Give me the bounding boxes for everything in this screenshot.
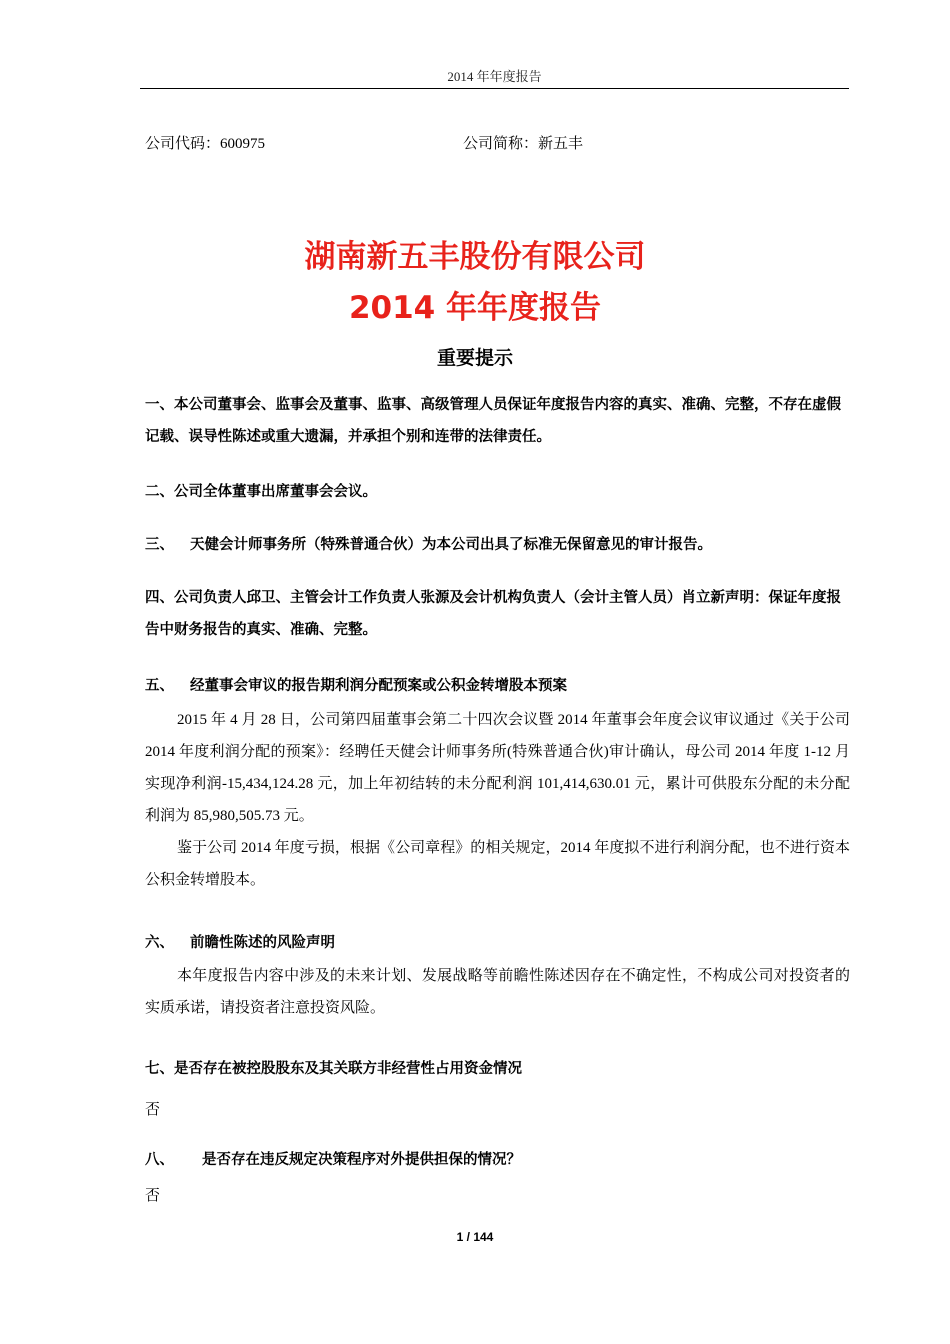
page-number: 1 / 144: [456, 1230, 494, 1244]
notice-item-number: 七、: [145, 1061, 174, 1077]
notice-item-text: 公司全体董事出席董事会会议。: [174, 484, 377, 500]
notice-item-text: 经董事会审议的报告期利润分配预案或公积金转增股本预案: [190, 678, 567, 694]
notice-item-8: [145, 1144, 850, 1176]
notice-item-text: 是否存在被控股股东及其关联方非经营性占用资金情况: [174, 1061, 522, 1077]
notice-item-number: 六、: [145, 935, 174, 951]
risk-statement-paragraph: 本年度报告内容中涉及的未来计划、发展战略等前瞻性陈述因存在不确定性，不构成公司对投资者的实质承诺，请投资者注意投资风险。: [145, 968, 850, 1016]
notice-item-text: 天健会计师事务所（特殊普通合伙）为本公司出具了标准无保留意见的审计报告。: [190, 537, 712, 553]
profit-distribution-paragraph: 2015 年 4 月 28 日，公司第四届董事会第二十四次会议暨 2014 年董事会年度会议审议通过《关于公司 2014 年度利润分配的预案》：经聘任天健会计师事务所(特殊普通合伙)审计确认，母公司 2014 年度 1-12 月实现净利润-15,434,124.28 元，加上年初结转的未分配利润 101,414,630.01 元，累计可供股东分配的未分配利润为 85,980,505.73 元。: [145, 712, 850, 824]
notice-item-6: [145, 927, 850, 959]
loss-no-distribution-paragraph: 鉴于公司 2014 年度亏损，根据《公司章程》的相关规定，2014 年度拟不进行利润分配，也不进行资本公积金转增股本。: [145, 840, 850, 888]
notice-item-3: [145, 529, 850, 561]
notice-item-8-answer: 否: [145, 1188, 161, 1204]
notice-item-number: 二、: [145, 484, 174, 500]
notice-item-5: [145, 670, 850, 702]
notice-item-text: 本公司董事会、监事会及董事、监事、高级管理人员保证年度报告内容的真实、准确、完整，不存在虚假记载、误导性陈述或重大遗漏，并承担个别和连带的法律责任。: [145, 397, 841, 445]
notice-item-4: [145, 582, 850, 646]
notice-item-text: 是否存在违反规定决策程序对外提供担保的情况？: [202, 1152, 521, 1168]
notice-item-7: [145, 1053, 850, 1085]
report-title-year: 2014 年年度报告: [348, 290, 602, 326]
notice-item-2: [145, 476, 850, 508]
company-short-name: 公司简称：新五丰: [463, 136, 584, 152]
notice-item-number: 八、: [145, 1152, 174, 1168]
notice-item-number: 三、: [145, 537, 174, 553]
notice-item-number: 五、: [145, 678, 174, 694]
notice-item-number: 一、: [145, 397, 174, 413]
header-rule: [140, 88, 849, 89]
notice-item-1: [145, 389, 850, 453]
running-header: 2014 年年度报告: [447, 69, 542, 84]
notice-item-number: 四、: [145, 590, 174, 606]
notice-item-7-answer: 否: [145, 1102, 161, 1118]
notice-item-text: 公司负责人邱卫、主管会计工作负责人张源及会计机构负责人（会计主管人员）肖立新声明：保证年度报告中财务报告的真实、准确、完整。: [145, 590, 841, 638]
notice-item-text: 前瞻性陈述的风险声明: [190, 935, 335, 951]
important-notice-heading: 重要提示: [436, 347, 513, 369]
company-code: 公司代码：600975: [145, 136, 266, 152]
report-title-company: 湖南新五丰股份有限公司: [304, 239, 646, 275]
